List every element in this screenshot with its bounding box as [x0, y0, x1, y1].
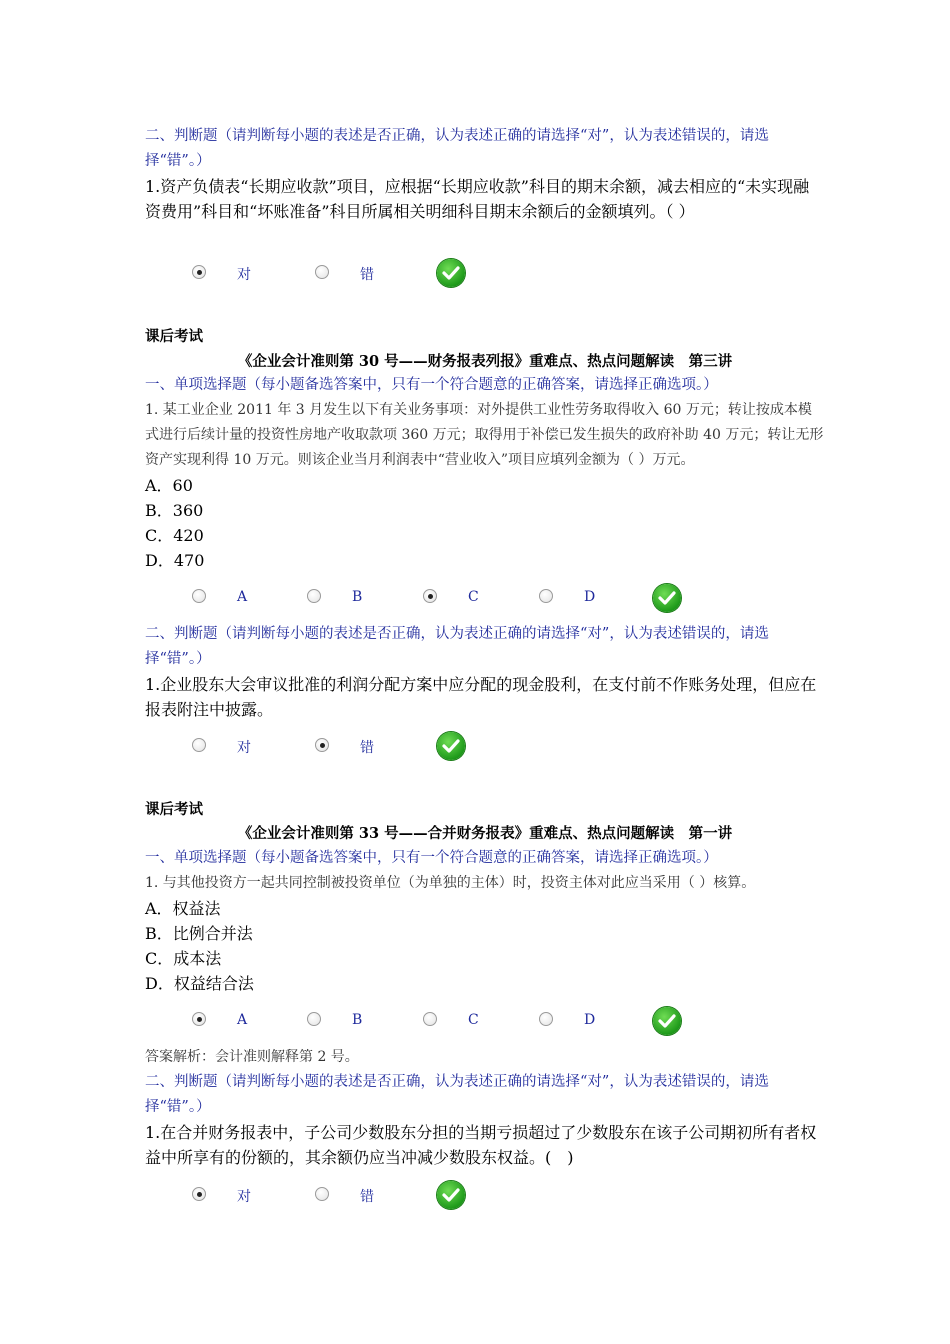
- radio-b[interactable]: [307, 589, 321, 603]
- radio-label-true: 对: [237, 267, 251, 283]
- radio-label-c: C: [468, 589, 479, 605]
- single-choice-heading: 一、单项选择题（每小题备选答案中，只有一个符合题意的正确答案，请选择正确选项。）: [145, 850, 718, 866]
- radio-true[interactable]: [192, 265, 206, 279]
- radio-label-d: D: [584, 589, 596, 605]
- judgment-heading: 二、判断题（请判断每小题的表述是否正确，认为表述正确的请选择“对”，认为表述错误的，请选择“错”。）: [145, 1074, 769, 1115]
- judgment-question: 1.资产负债表“长期应收款”项目，应根据“长期应收款”科目的期末余额，减去相应的“未实现融资费用”科目和“坏账准备”科目所属相关明细科目期末余额后的金额填列。（ ）: [145, 177, 810, 221]
- correct-check-icon: [653, 584, 681, 612]
- answer-row: [145, 1003, 825, 1037]
- radio-true[interactable]: [192, 738, 206, 752]
- radio-label-false: 错: [360, 1189, 374, 1205]
- option-b: B．比例合并法: [145, 924, 253, 943]
- answer-explanation: 答案解析：会计准则解释第 2 号。: [145, 1049, 359, 1065]
- exam-title: 课后考试: [145, 801, 203, 818]
- answer-row: [145, 256, 825, 290]
- radio-label-c: C: [468, 1012, 479, 1028]
- radio-true[interactable]: [192, 1187, 206, 1201]
- radio-b[interactable]: [307, 1012, 321, 1026]
- answer-row: [145, 580, 825, 614]
- answer-row: [145, 729, 825, 763]
- radio-d[interactable]: [539, 589, 553, 603]
- radio-label-d: D: [584, 1012, 596, 1028]
- radio-label-false: 错: [360, 267, 374, 283]
- radio-false[interactable]: [315, 265, 329, 279]
- radio-a[interactable]: [192, 1012, 206, 1026]
- radio-false[interactable]: [315, 1187, 329, 1201]
- radio-label-false: 错: [360, 740, 374, 756]
- radio-c[interactable]: [423, 1012, 437, 1026]
- option-a: A．60: [145, 476, 193, 495]
- radio-d[interactable]: [539, 1012, 553, 1026]
- answer-row: [145, 1178, 825, 1212]
- radio-c[interactable]: [423, 589, 437, 603]
- correct-check-icon: [437, 732, 465, 760]
- option-d: D．权益结合法: [145, 974, 254, 993]
- judgment-question: 1.企业股东大会审议批准的利润分配方案中应分配的现金股利，在支付前不作账务处理，但应在报表附注中披露。: [145, 675, 817, 719]
- correct-check-icon: [437, 259, 465, 287]
- correct-check-icon: [437, 1181, 465, 1209]
- choice-question: 1. 某工业企业 2011 年 3 月发生以下有关业务事项：对外提供工业性劳务取得收入 60 万元；转让按成本模式进行后续计量的投资性房地产收取款项 360 万元；取得用于补偿已发生损失的政府补助 40 万元；转让无形资产实现利得 10 万元。则该企业当月利润表中“营业收入”项目应填列金额为（ ）万元。: [145, 402, 824, 468]
- option-b: B．360: [145, 501, 204, 520]
- radio-label-a: A: [237, 1012, 248, 1028]
- judgment-heading: 二、判断题（请判断每小题的表述是否正确，认为表述正确的请选择“对”，认为表述错误的，请选择“错”。）: [145, 128, 769, 169]
- radio-a[interactable]: [192, 589, 206, 603]
- option-c: C．成本法: [145, 949, 222, 968]
- option-c: C．420: [145, 526, 204, 545]
- judgment-question: 1.在合并财务报表中，子公司少数股东分担的当期亏损超过了少数股东在该子公司期初所有者权益中所享有的份额的，其余额仍应当冲减少数股东权益。( ): [145, 1123, 817, 1167]
- radio-label-true: 对: [237, 1189, 251, 1205]
- radio-label-a: A: [237, 589, 248, 605]
- radio-false[interactable]: [315, 738, 329, 752]
- option-a: A．权益法: [145, 899, 221, 918]
- exam-subtitle: 《企业会计准则第 30 号——财务报表列报》重难点、热点问题解读 第三讲: [237, 353, 733, 370]
- choice-question: 1. 与其他投资方一起共同控制被投资单位（为单独的主体）时，投资主体对此应当采用（ ）核算。: [145, 875, 756, 891]
- radio-label-b: B: [352, 1012, 363, 1028]
- single-choice-heading: 一、单项选择题（每小题备选答案中，只有一个符合题意的正确答案，请选择正确选项。）: [145, 377, 718, 393]
- correct-check-icon: [653, 1007, 681, 1035]
- exam-subtitle: 《企业会计准则第 33 号——合并财务报表》重难点、热点问题解读 第一讲: [237, 825, 733, 842]
- radio-label-b: B: [352, 589, 363, 605]
- radio-label-true: 对: [237, 740, 251, 756]
- option-d: D．470: [145, 551, 205, 570]
- judgment-heading: 二、判断题（请判断每小题的表述是否正确，认为表述正确的请选择“对”，认为表述错误的，请选择“错”。）: [145, 626, 769, 667]
- exam-title: 课后考试: [145, 328, 203, 345]
